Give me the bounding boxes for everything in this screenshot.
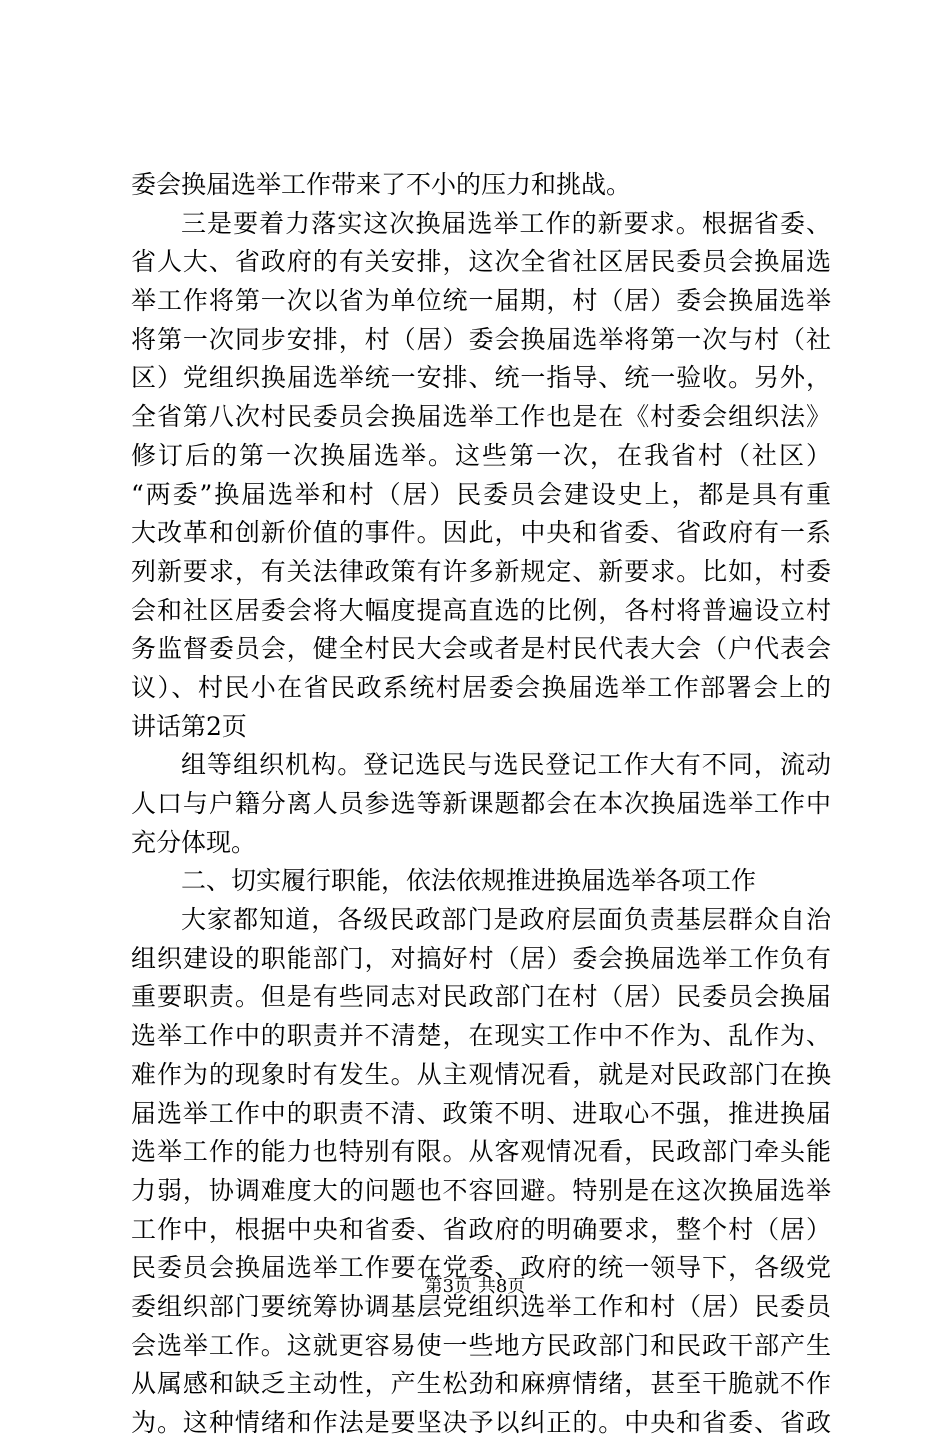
document-body [131,166,831,1443]
text-line: 力弱，协调难度大的问题也不容回避。特别是在这次换届选举 [131,1175,831,1205]
text-line: 会选举工作。这就更容易使一些地方民政部门和民政干部产生 [131,1330,831,1360]
text-line: 委会换届选举工作带来了不小的压力和挑战。 [131,170,632,199]
text-line: 委组织部门要统筹协调基层党组织选举工作和村（居）民委员 [131,1291,831,1321]
text-line: 大改革和创新价值的事件。因此，中央和省委、省政府有一系 [131,518,831,548]
text-line: 为。这种情绪和作法是要坚决予以纠正的。中央和省委、省政 [131,1408,831,1437]
text-line: 充分体现。 [131,827,257,857]
text-line: 大家都知道，各级民政部门是政府层面负责基层群众自治 [181,905,831,935]
text-line: 省人大、省政府的有关安排，这次全省社区居民委员会换届选 [131,247,831,277]
text-line: 议）、村民小在省民政系统村居委会换届选举工作部署会上的 [131,672,831,702]
text-line: 届选举工作中的职责不清、政策不明、进取心不强，推进换届 [131,1098,831,1128]
text-line: 工作中，根据中央和省委、省政府的明确要求，整个村（居） [131,1214,831,1244]
text-line: 举工作将第一次以省为单位统一届期，村（居）委会换届选举 [131,286,831,316]
text-line: 选举工作中的职责并不清楚，在现实工作中不作为、乱作为、 [131,1021,831,1051]
text-line: 人口与户籍分离人员参选等新课题都会在本次换届选举工作中 [131,789,831,818]
text-line: 修订后的第一次换届选举。这些第一次，在我省村（社区） [131,440,831,470]
text-line: 组等组织机构。登记选民与选民登记工作大有不同，流动 [181,750,831,780]
text-line: 民委员会换届选举工作要在党委、政府的统一领导下，各级党 [131,1253,831,1283]
page-footer: 第3页 共8页 [424,1276,526,1297]
text-line: 会和社区居委会将大幅度提高直选的比例，各村将普遍设立村 [131,595,831,625]
text-line: 难作为的现象时有发生。从主观情况看，就是对民政部门在换 [131,1059,831,1089]
text-line: 选举工作的能力也特别有限。从客观情况看，民政部门牵头能 [131,1137,831,1167]
text-line: 全省第八次村民委员会换届选举工作也是在《村委会组织法》 [131,402,831,432]
text-line: 从属感和缺乏主动性，产生松劲和麻痹情绪，甚至干脆就不作 [131,1369,831,1399]
text-line: 列新要求，有关法律政策有许多新规定、新要求。比如，村委 [131,556,831,586]
text-line: 三是要着力落实这次换届选举工作的新要求。根据省委、 [181,208,831,238]
text-line: 讲话第2页 [131,711,247,741]
text-line: 二、切实履行职能，依法依规推进换届选举各项工作 [181,866,757,896]
text-line: 将第一次同步安排，村（居）委会换届选举将第一次与村（社 [131,324,831,354]
text-line: 重要职责。但是有些同志对民政部门在村（居）民委员会换届 [131,982,831,1012]
text-line: “两委”换届选举和村（居）民委员会建设史上，都是具有重 [131,479,831,509]
text-line: 务监督委员会，健全村民大会或者是村民代表大会（户代表会 [131,634,831,664]
text-line: 组织建设的职能部门，对搞好村（居）委会换届选举工作负有 [131,943,831,973]
text-line: 区）党组织换届选举统一安排、统一指导、统一验收。另外， [131,363,831,393]
